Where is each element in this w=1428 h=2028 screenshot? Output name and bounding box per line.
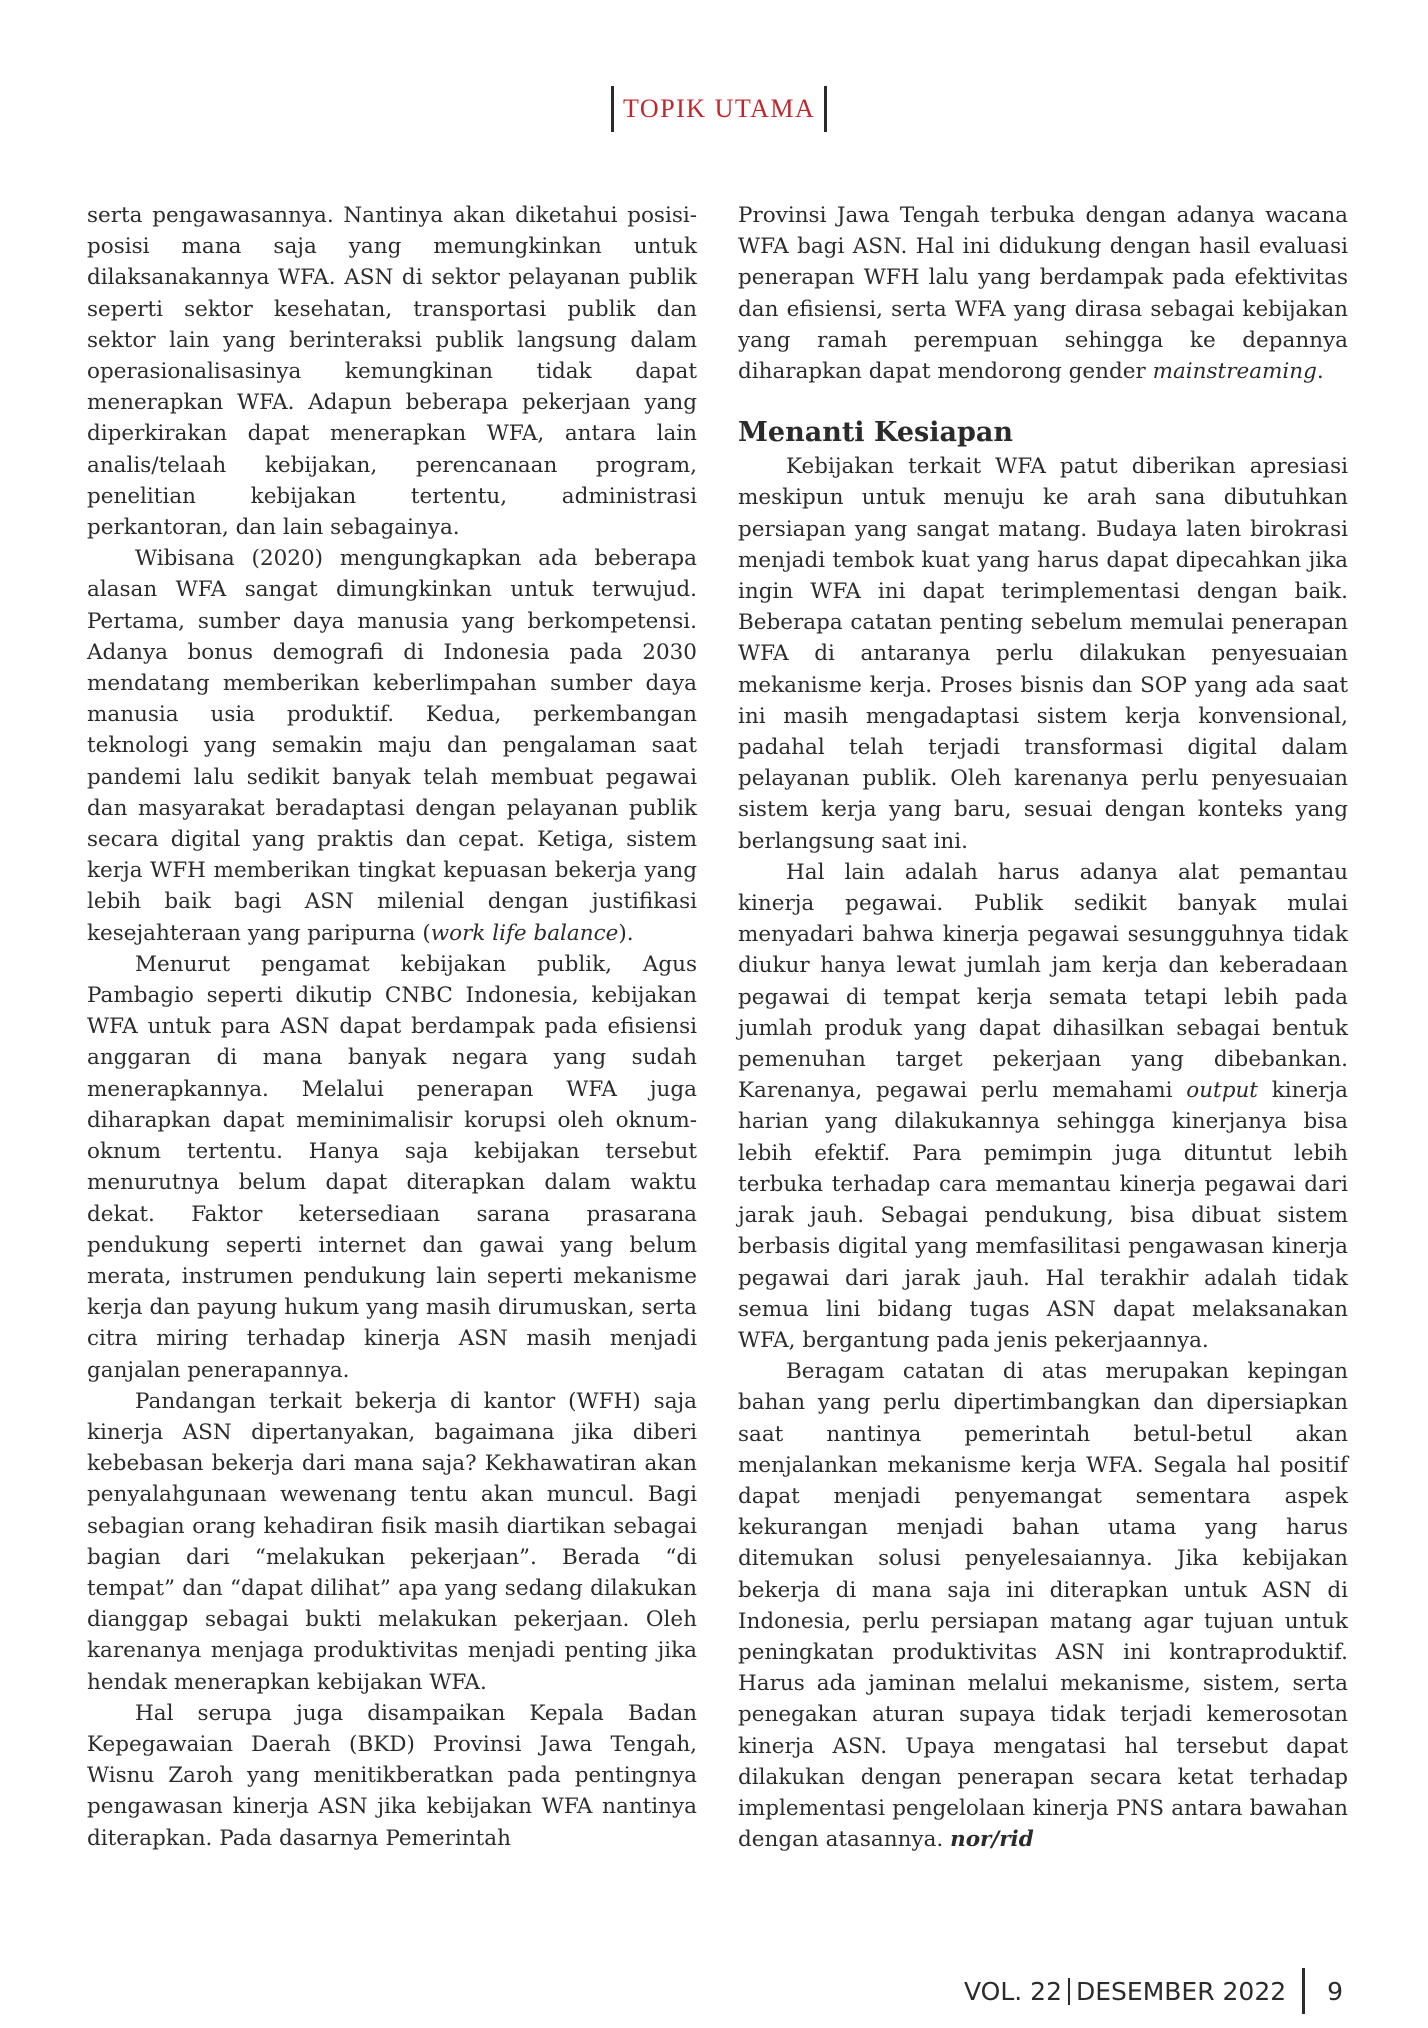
paragraph-text: Wibisana (2020) mengungkapkan ada beberapa alasan WFA sangat dimungkinkan untuk terwujud. Pertama, sumber daya manusia yang berkompetensi. Adanya bonus demografi di Indonesia pada 2030 mendatang memberikan keberlimpahan sumber daya manusia usia produktif. Kedua, perkembangan teknologi yang semakin maju dan pengalaman saat pandemi lalu sedikit banyak telah membuat pegawai dan masyarakat beradaptasi dengan pelayanan publik secara digital yang praktis dan cepat. Ketiga, sistem kerja WFH memberikan tingkat kepuasan bekerja yang lebih baik bagi ASN milenial dengan justifikasi kesejahteraan yang paripurna ( (87, 546, 697, 946)
divider (1302, 1968, 1305, 2014)
italic-term: output (1186, 1078, 1258, 1104)
paragraph: Menurut pengamat kebijakan publik, Agus Pambagio seperti dikutip CNBC Indonesia, kebijakan WFA untuk para ASN dapat berdampak pada efisiensi anggaran di mana banyak negara yang sudah menerapkannya. Melalui penerapan WFA juga diharapkan dapat meminimalisir korupsi oleh oknum-oknum tertentu. Hanya saja kebijakan tersebut menurutnya belum dapat diterapkan dalam waktu dekat. Faktor ketersediaan sarana prasarana pendukung seperti internet dan gawai yang belum merata, instrumen pendukung lain seperti mekanisme kerja dan payung hukum yang masih dirumuskan, serta citra miring terhadap kinerja ASN masih menjadi ganjalan penerapannya. (87, 951, 697, 1383)
italic-term: mainstreaming (1152, 359, 1317, 385)
page-number: 9 (1327, 1976, 1344, 2006)
paragraph (738, 1356, 1348, 1855)
divider (1068, 1978, 1070, 2005)
right-column (738, 200, 1348, 1855)
volume-label: VOL. 22 (964, 1976, 1062, 2006)
paragraph-text: ). (618, 920, 634, 946)
paragraph-text: Provinsi Jawa Tengah terbuka dengan adanya wacana WFA bagi ASN. Hal ini didukung dengan hasil evaluasi penerapan WFH lalu yang berdampak pada efektivitas dan efisiensi, serta WFA yang dirasa sebagai kebijakan yang ramah perempuan sehingga ke depannya diharapkan dapat mendorong gender (738, 203, 1348, 385)
paragraph (738, 857, 1348, 1356)
paragraph-text: Hal lain adalah harus adanya alat pemantau kinerja pegawai. Publik sedikit banyak mulai menyadari bahwa kinerja pegawai sesungguhnya tidak diukur hanya lewat jumlah jam kerja dan keberadaan pegawai di tempat kerja semata tetapi lebih pada jumlah produk yang dapat dihasilkan sebagai bentuk pemenuhan target pekerjaan yang dibebankan. Karenanya, pegawai perlu memahami (738, 859, 1348, 1104)
paragraph: serta pengawasannya. Nantinya akan diketahui posisi-posisi mana saja yang memungkinkan untuk dilaksanakannya WFA. ASN di sektor pelayanan publik seperti sektor kesehatan, transportasi publik dan sektor lain yang berinteraksi publik langsung dalam operasionalisasinya kemungkinan tidak dapat menerapkan WFA. Adapun beberapa pekerjaan yang diperkirakan dapat menerapkan WFA, antara lain analis/telaah kebijakan, perencanaan program, penelitian kebijakan tertentu, administrasi perkantoran, dan lain sebagainya. (87, 203, 697, 541)
paragraph (738, 200, 1348, 387)
paragraph-text: Beragam catatan di atas merupakan kepingan bahan yang perlu dipertimbangkan dan dipersiapkan saat nantinya pemerintah betul-betul akan menjalankan mekanisme kerja WFA. Segala hal positif dapat menjadi penyemangat sementara aspek kekurangan menjadi bahan utama yang harus ditemukan solusi penyelesaiannya. Jika kebijakan bekerja di mana saja ini diterapkan untuk ASN di Indonesia, perlu persiapan matang agar tujuan untuk peningkatan produktivitas ASN ini kontraproduktif. Harus ada jaminan melalui mekanisme, sistem, serta penegakan aturan supaya tidak terjadi kemerosotan kinerja ASN. Upaya mengatasi hal tersebut dapat dilakukan dengan penerapan secara ketat terhadap implementasi pengelolaan kinerja PNS antara bawahan dengan atasannya. (738, 1359, 1348, 1853)
section-tag (611, 86, 827, 132)
section-heading: Menanti Kesiapan (738, 417, 1013, 449)
divider (824, 86, 827, 132)
left-column (87, 200, 697, 1854)
paragraph: Hal serupa juga disampaikan Kepala Badan Kepegawaian Daerah (BKD) Provinsi Jawa Tengah, Wisnu Zaroh yang menitikberatkan pada pentingnya pengawasan kinerja ASN jika kebijakan WFA nantinya diterapkan. Pada dasarnya Pemerintah (87, 1700, 697, 1851)
paragraph-text: kinerja harian yang dilakukannya sehingga kinerjanya bisa lebih efektif. Para pemimpin juga dituntut lebih terbuka terhadap cara memantau kinerja pegawai dari jarak jauh. Sebagai pendukung, bisa dibuat sistem berbasis digital yang memfasilitasi pengawasan kinerja pegawai dari jarak jauh. Hal terakhir adalah tidak semua lini bidang tugas ASN dapat melaksanakan WFA, bergantung pada jenis pekerjaannya. (738, 1078, 1348, 1353)
author-signoff: nor/rid (950, 1827, 1034, 1853)
paragraph: Pandangan terkait bekerja di kantor (WFH) saja kinerja ASN dipertanyakan, bagaimana jika diberi kebebasan bekerja dari mana saja? Kekhawatiran akan penyalahgunaan wewenang tentu akan muncul. Bagi sebagian orang kehadiran fisik masih diartikan sebagai bagian dari “melakukan pekerjaan”. Berada “di tempat” dan “dapat dilihat” apa yang sedang dilakukan dianggap sebagai bukti melakukan pekerjaan. Oleh karenanya menjaga produktivitas menjadi penting jika hendak menerapkan kebijakan WFA. (87, 1388, 697, 1695)
page-footer (964, 1968, 1343, 2014)
italic-term: work life balance (430, 920, 619, 946)
paragraph-text: . (1316, 359, 1324, 385)
paragraph: Kebijakan terkait WFA patut diberikan apresiasi meskipun untuk menuju ke arah sana dibutuhkan persiapan yang sangat matang. Budaya laten birokrasi menjadi tembok kuat yang harus dapat dipecahkan jika ingin WFA ini dapat terimplementasi dengan baik. Beberapa catatan penting sebelum memulai penerapan WFA di antaranya perlu dilakukan penyesuaian mekanisme kerja. Proses bisnis dan SOP yang ada saat ini masih mengadaptasi sistem kerja konvensional, padahal telah terjadi transformasi digital dalam pelayanan publik. Oleh karenanya perlu penyesuaian sistem kerja yang baru, sesuai dengan konteks yang berlangsung saat ini. (738, 454, 1348, 854)
paragraph (87, 543, 697, 949)
issue-date: DESEMBER 2022 (1075, 1976, 1287, 2006)
section-label: TOPIK UTAMA (623, 94, 816, 123)
